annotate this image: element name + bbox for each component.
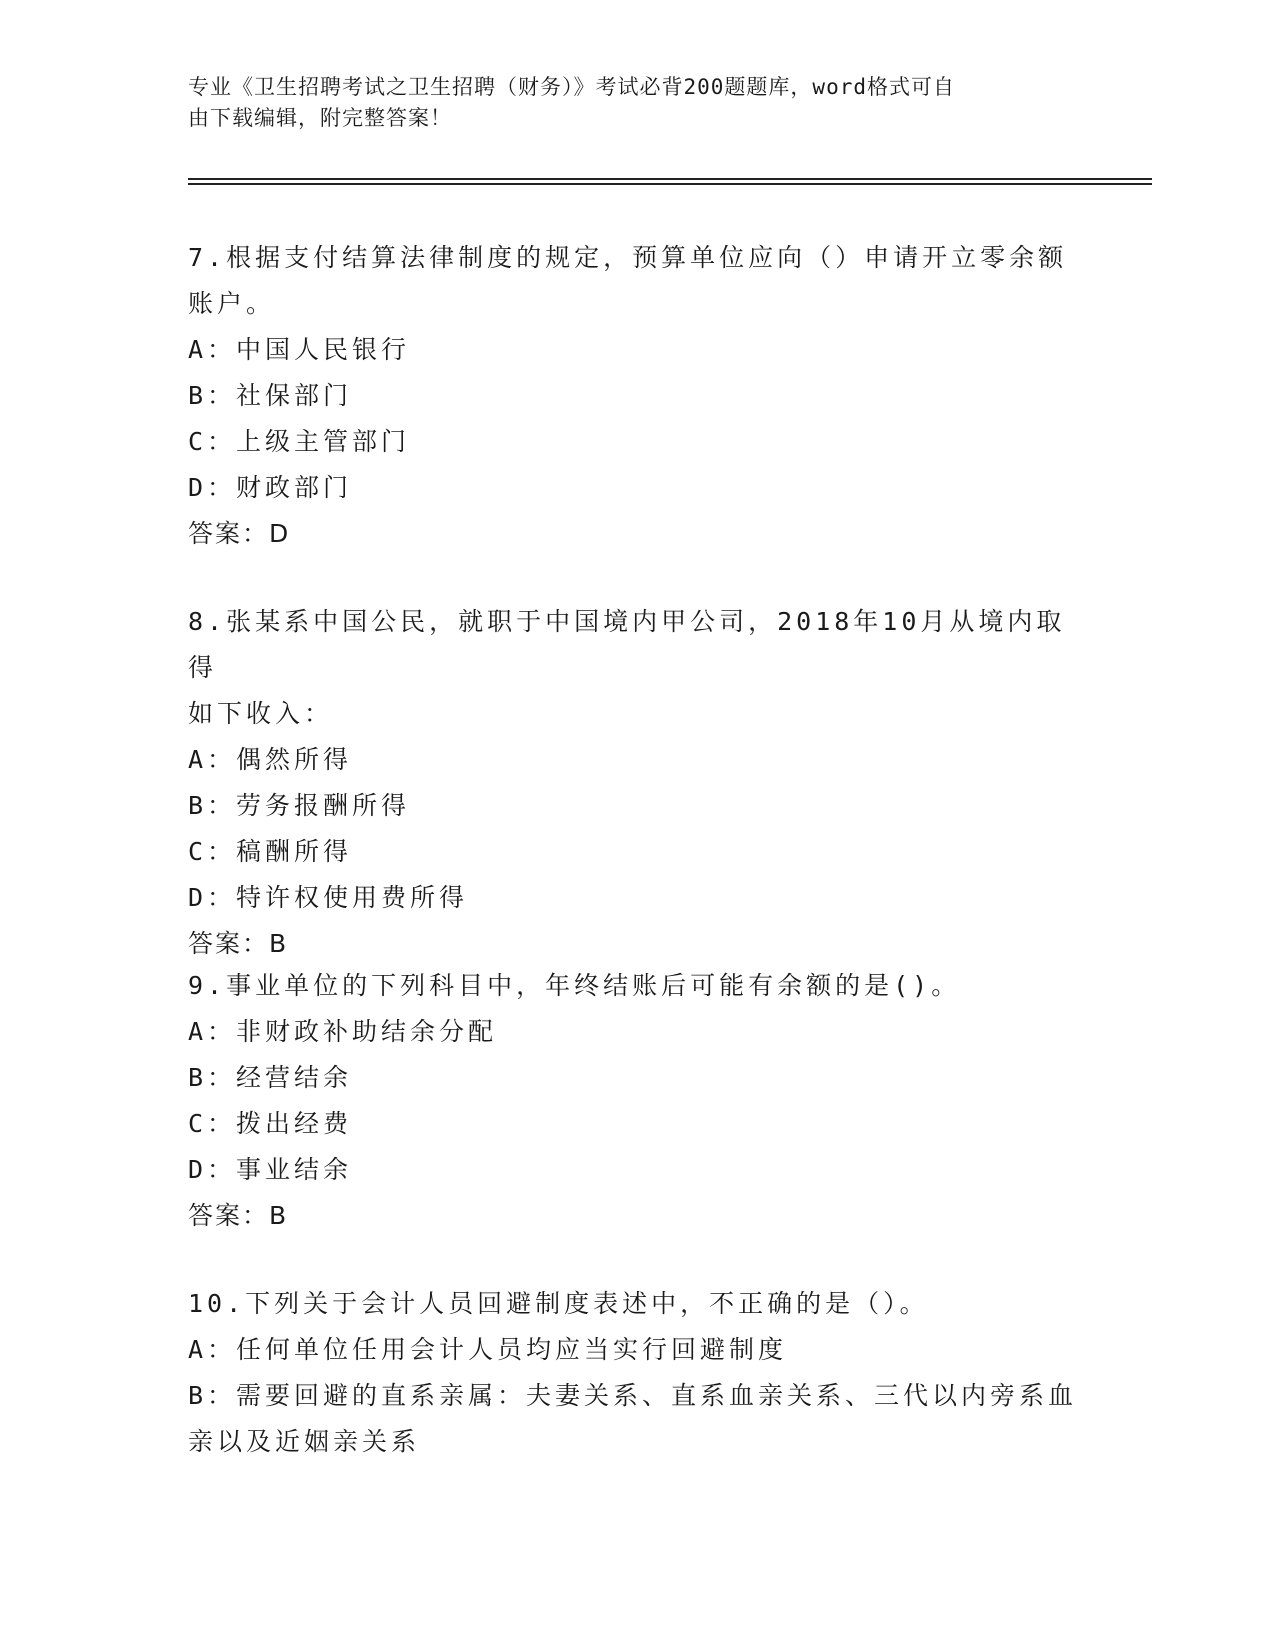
option-a: A：中国人民银行 [188,335,411,364]
option-b-continued: 亲以及近姻亲关系 [188,1427,421,1456]
option-a: A：非财政补助结余分配 [188,1017,498,1046]
option-a: A：任何单位任用会计人员均应当实行回避制度 [188,1335,788,1364]
answer-line: 答案：B [188,929,289,958]
option-d: D：特许权使用费所得 [188,883,469,912]
question-block [188,235,1088,557]
question-stem: 10.下列关于会计人员回避制度表述中，不正确的是（）。 [188,1289,929,1318]
option-c: C：稿酬所得 [188,837,353,866]
option-b: B：经营结余 [188,1063,353,1092]
question-stem-continued: 如下收入： [188,699,334,728]
header-intro-line-2: 由下载编辑，附完整答案！ [188,106,452,130]
question-block [188,1281,1088,1465]
document-header [188,72,1068,134]
question-block [188,599,1088,967]
question-stem-continued: 账户。 [188,289,276,318]
header-divider-bottom [188,183,1152,185]
question-stem: 9.事业单位的下列科目中，年终结账后可能有余额的是()。 [188,971,961,1000]
option-a: A：偶然所得 [188,745,353,774]
answer-line: 答案：D [188,519,291,548]
option-b: B：社保部门 [188,381,353,410]
header-divider-top [188,178,1152,180]
option-c: C：上级主管部门 [188,427,411,456]
question-block [188,963,1088,1239]
option-d: D：财政部门 [188,473,353,502]
answer-line: 答案：B [188,1201,289,1230]
option-b: B：劳务报酬所得 [188,791,411,820]
question-stem: 7.根据支付结算法律制度的规定，预算单位应向（）申请开立零余额 [188,243,1068,272]
option-c: C：拨出经费 [188,1109,353,1138]
header-intro-line-1: 专业《卫生招聘考试之卫生招聘（财务）》考试必背200题题库，word格式可自 [188,75,955,99]
option-b: B：需要回避的直系亲属：夫妻关系、直系血亲关系、三代以内旁系血 [188,1381,1078,1410]
option-d: D：事业结余 [188,1155,353,1184]
question-stem: 8.张某系中国公民，就职于中国境内甲公司，2018年10月从境内取得 [188,607,1066,682]
